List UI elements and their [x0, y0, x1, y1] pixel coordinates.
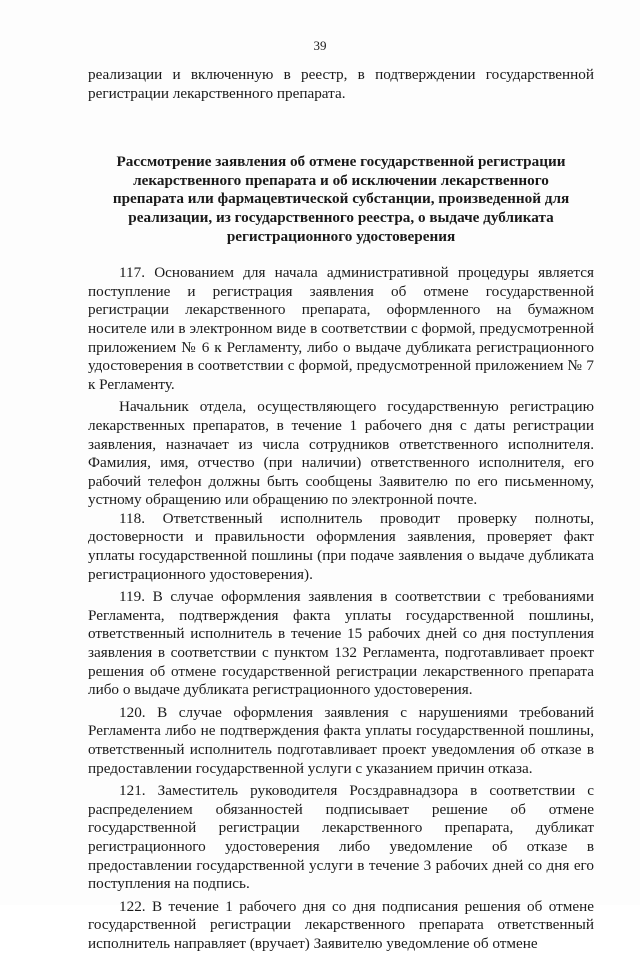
page-number: 39: [313, 38, 327, 53]
section-heading: Рассмотрение заявления об отмене государственной регистрации лекарственного препарата и об исключении лекарственного препарата или фармацевтической субстанции, произведенной для реализации, из государственного реестра, о выдаче дубликата регистрационного удостоверения: [112, 153, 570, 245]
paragraph-117: 117. Основанием для начала административной процедуры является поступление и регистрация заявления об отмене государственной регистрации лекарственного препарата, оформленного на бумажном носителе или в электронном виде в соответствии с формой, предусмотренной приложением № 6 к Регламенту, либо о выдаче дубликата регистрационного удостоверения в соответствии с формой, предусмотренной приложением № 7 к Регламенту.: [88, 264, 594, 393]
paragraph-118: 118. Ответственный исполнитель проводит проверку полноты, достоверности и правильности оформления заявления, проверяет факт уплаты государственной пошлины (при подаче заявления о выдаче дубликата регистрационного удостоверения).: [88, 509, 594, 583]
document-body: [88, 66, 594, 954]
continuation-paragraph: реализации и включенную в реестр, в подтверждении государственной регистрации лекарственного препарата.: [88, 66, 594, 102]
paragraph-121: 121. Заместитель руководителя Росздравнадзора в соответствии с распределением обязанностей подписывает решение об отмене государственной регистрации лекарственного препарата, дубликат регистрационного удостоверения либо уведомление об отказе в предоставлении государственной услуги в течение 3 рабочих дней со дня его поступления на подпись.: [88, 782, 594, 893]
paragraph-122: 122. В течение 1 рабочего дня со дня подписания решения об отмене государственной регистрации лекарственного препарата ответственный исполнитель направляет (вручает) Заявителю уведомление об отмене: [88, 897, 594, 952]
paragraph-117-continued: Начальник отдела, осуществляющего государственную регистрацию лекарственных препаратов, в течение 1 рабочего дня с даты регистрации заявления, назначает из числа сотрудников ответственного исполнителя. Фамилия, имя, отчество (при наличии) ответственного исполнителя, его рабочий телефон должны быть сообщены Заявителю по его письменному, устному обращению или обращению по электронной почте.: [88, 398, 594, 509]
paragraph-119: 119. В случае оформления заявления в соответствии с требованиями Регламента, подтверждения факта уплаты государственной пошлины, ответственный исполнитель в течение 15 рабочих дней со дня поступления заявления в соответствии с пунктом 132 Регламента, подготавливает проект решения об отмене государственной регистрации лекарственного препарата либо о выдаче дубликата регистрационного удостоверения.: [88, 588, 594, 699]
paragraph-120: 120. В случае оформления заявления с нарушениями требований Регламента либо не подтверждения факта уплаты государственной пошлины, ответственный исполнитель подготавливает проект уведомления об отказе в предоставлении государственной услуги с указанием причин отказа.: [88, 703, 594, 777]
